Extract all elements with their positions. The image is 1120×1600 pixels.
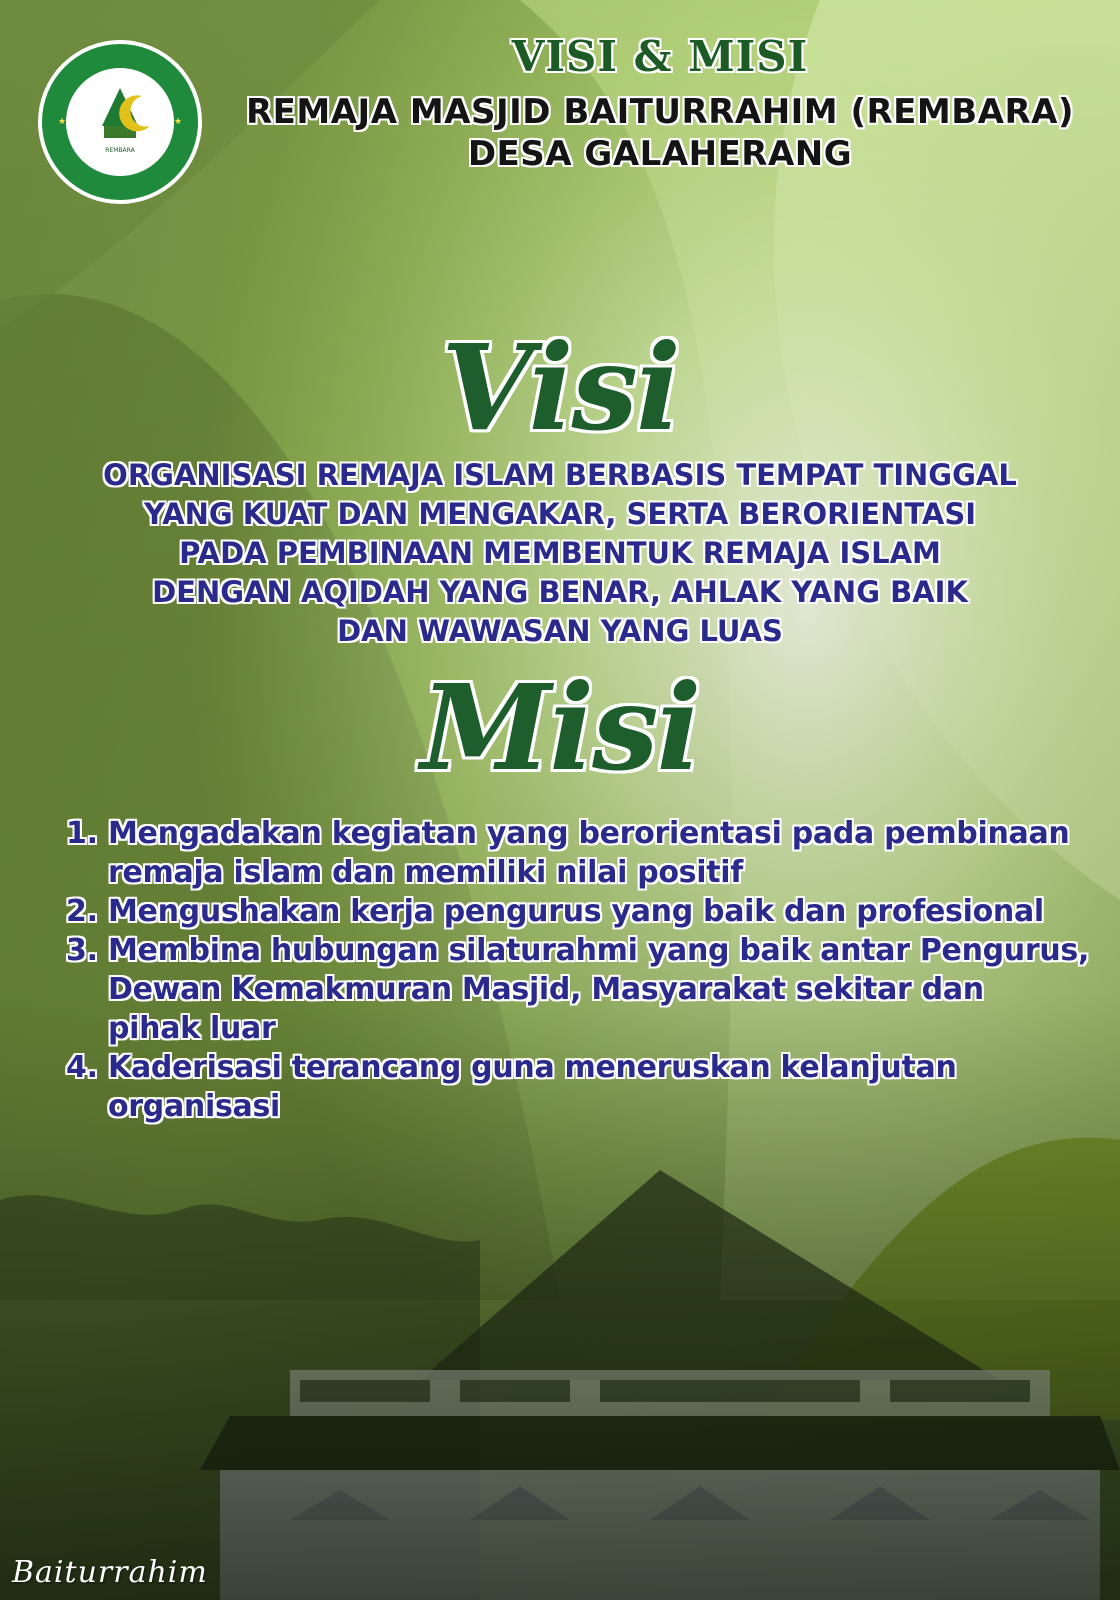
visi-heading: Visi xyxy=(441,318,679,457)
misi-number: 4. xyxy=(66,1050,98,1085)
misi-line: Mengadakan kegiatan yang berorientasi pada pembinaan xyxy=(108,816,1070,851)
misi-item xyxy=(66,814,1086,892)
misi-number: 3. xyxy=(66,933,98,968)
misi-text xyxy=(108,931,1089,1048)
visi-line: DAN WAWASAN YANG LUAS xyxy=(337,614,783,648)
misi-heading: Misi xyxy=(420,658,700,797)
misi-line: Mengushakan kerja pengurus yang baik dan profesional xyxy=(108,894,1044,929)
org-name: REMAJA MASJID BAITURRAHIM (REMBARA) xyxy=(245,92,1075,132)
misi-number: 1. xyxy=(66,816,98,851)
watermark: Baiturrahim xyxy=(12,1555,208,1590)
misi-item xyxy=(66,931,1090,1048)
visi-line: ORGANISASI REMAJA ISLAM BERBASIS TEMPAT TINGGAL xyxy=(103,458,1017,492)
svg-text:★: ★ xyxy=(58,117,67,127)
page-title: VISI & MISI xyxy=(511,32,809,81)
misi-text xyxy=(108,814,1086,892)
visi-line: PADA PEMBINAAN MEMBENTUK REMAJA ISLAM xyxy=(179,536,941,570)
visi-line: YANG KUAT DAN MENGAKAR, SERTA BERORIENTASI xyxy=(143,497,977,531)
misi-line: Dewan Kemakmuran Masjid, Masyarakat sekitar dan xyxy=(108,972,984,1007)
visi-line: DENGAN AQIDAH YANG BENAR, AHLAK YANG BAIK xyxy=(152,575,968,609)
misi-line: organisasi xyxy=(108,1089,281,1124)
misi-item xyxy=(66,892,1086,931)
svg-text:REMBARA: REMBARA xyxy=(105,147,135,154)
logo-emblem xyxy=(36,38,204,206)
misi-item xyxy=(66,1048,1086,1126)
misi-text xyxy=(108,1048,1086,1126)
village-name: DESA GALAHERANG xyxy=(467,134,853,174)
misi-text xyxy=(108,892,1086,931)
svg-text:★: ★ xyxy=(174,117,183,127)
misi-line: pihak luar xyxy=(108,1011,276,1046)
misi-list xyxy=(66,814,1090,1126)
misi-line: remaja islam dan memiliki nilai positif xyxy=(108,855,743,890)
misi-number: 2. xyxy=(66,894,98,929)
misi-line: Membina hubungan silaturahmi yang baik antar Pengurus, xyxy=(108,933,1090,968)
visi-statement xyxy=(40,456,1080,651)
misi-line: Kaderisasi terancang guna meneruskan kelanjutan xyxy=(108,1050,957,1085)
